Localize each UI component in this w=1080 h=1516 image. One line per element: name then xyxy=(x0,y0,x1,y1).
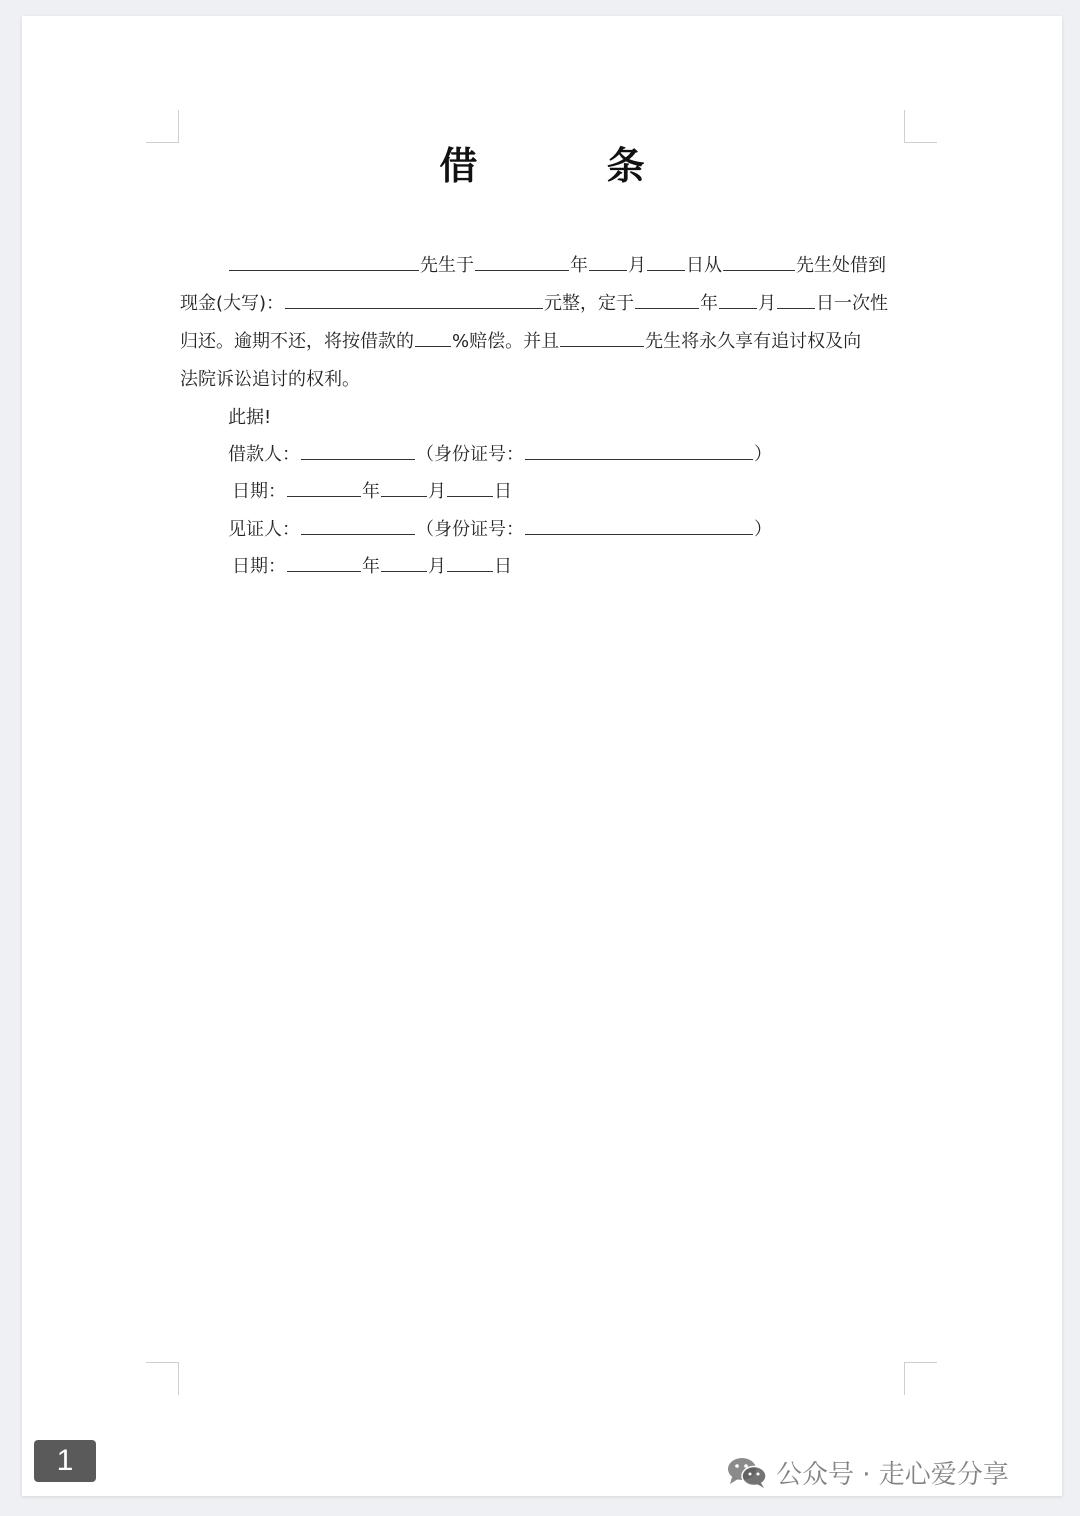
body-line-3 xyxy=(180,328,861,356)
blank-amount-capital xyxy=(285,290,543,309)
id-close-label: ） xyxy=(754,519,772,540)
blank-year xyxy=(287,553,361,572)
id-open-label: （身份证号： xyxy=(416,444,524,465)
date-label: 日期： xyxy=(232,556,286,577)
body-line-2 xyxy=(180,290,888,318)
text-segment: 先生处借到 xyxy=(796,255,886,276)
text-segment: 元整，定于 xyxy=(544,293,635,314)
body-line-4: 法院诉讼追讨的权利。 xyxy=(180,369,360,390)
blank-day xyxy=(777,290,815,309)
crop-mark-bottom-right xyxy=(904,1362,937,1395)
month-label: 月 xyxy=(428,556,446,577)
text-segment: 日一次性 xyxy=(816,293,889,314)
blank-creditor-name xyxy=(723,252,795,271)
crop-mark-bottom-left xyxy=(146,1362,179,1395)
blank-creditor-name xyxy=(560,328,644,347)
witness-line xyxy=(228,516,772,544)
id-close-label: ） xyxy=(754,444,772,465)
text-segment: 先生于 xyxy=(420,255,474,276)
text-segment: 年 xyxy=(570,255,588,276)
text-segment: %赔偿。并且 xyxy=(452,331,560,352)
blank-day xyxy=(447,553,493,572)
id-open-label: （身份证号： xyxy=(416,519,524,540)
blank-witness-name xyxy=(301,516,415,535)
blank-year xyxy=(287,478,361,497)
blank-percent xyxy=(415,328,451,347)
blank-year xyxy=(475,252,569,271)
blank-day xyxy=(647,252,685,271)
crop-mark-top-left xyxy=(146,110,179,143)
date-line-borrower xyxy=(232,478,512,506)
document-title: 借 条 xyxy=(439,144,703,188)
text-segment: 现金(大写)： xyxy=(180,293,285,314)
blank-borrower-name xyxy=(301,441,415,460)
day-label: 日 xyxy=(494,556,512,577)
year-label: 年 xyxy=(362,481,380,502)
closing-phrase: 此据! xyxy=(228,407,272,428)
blank-month xyxy=(719,290,757,309)
page-number-badge: 1 xyxy=(34,1440,96,1482)
blank-witness-id xyxy=(525,516,753,535)
watermark-text: 公众号 · 走心爱分享 xyxy=(776,1459,1009,1490)
blank-lender-name xyxy=(229,252,419,271)
blank-month xyxy=(381,478,427,497)
watermark xyxy=(726,1452,1009,1492)
text-segment: 先生将永久享有追讨权及向 xyxy=(645,331,862,352)
date-line-witness xyxy=(232,553,512,581)
blank-month xyxy=(589,252,627,271)
year-label: 年 xyxy=(362,556,380,577)
text-segment: 月 xyxy=(758,293,777,314)
witness-label: 见证人： xyxy=(228,519,300,540)
text-segment: 归还。逾期不还，将按借款的 xyxy=(180,331,414,352)
blank-borrower-id xyxy=(525,441,753,460)
wechat-icon xyxy=(726,1455,768,1489)
borrower-line xyxy=(228,441,772,469)
document-page xyxy=(22,16,1062,1496)
date-label: 日期： xyxy=(232,481,286,502)
blank-year xyxy=(635,290,699,309)
blank-day xyxy=(447,478,493,497)
body-line-1 xyxy=(228,252,886,280)
crop-mark-top-right xyxy=(904,110,937,143)
borrower-label: 借款人： xyxy=(228,444,300,465)
text-segment: 日从 xyxy=(686,255,722,276)
day-label: 日 xyxy=(494,481,512,502)
text-segment: 月 xyxy=(628,255,646,276)
text-segment: 年 xyxy=(700,293,719,314)
month-label: 月 xyxy=(428,481,446,502)
blank-month xyxy=(381,553,427,572)
